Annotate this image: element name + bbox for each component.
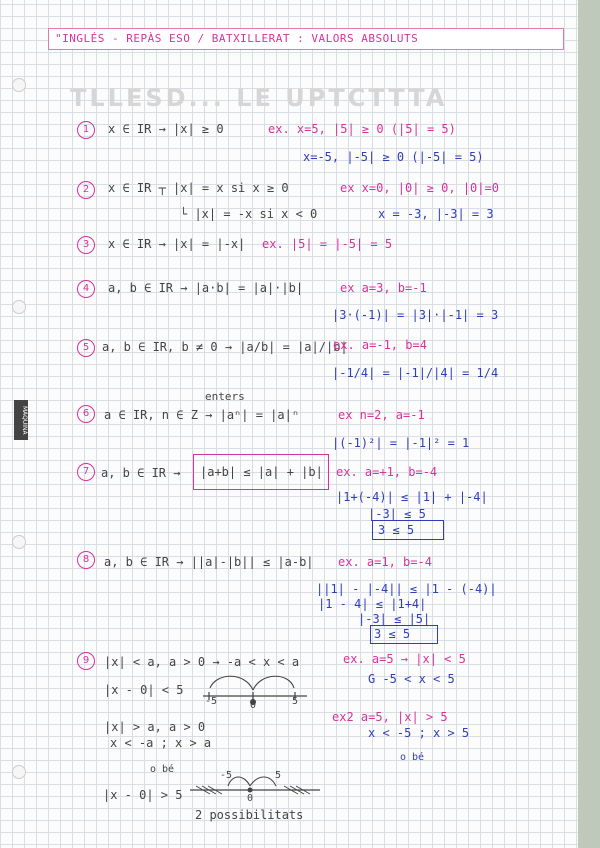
property-rule: a, b ∈ IR →	[101, 466, 181, 480]
page-header	[48, 28, 564, 50]
property-number: 3	[77, 236, 95, 254]
punch-hole	[12, 765, 26, 779]
property-example: ex. a=1, b=-4	[338, 555, 432, 569]
bottom-note: 2 possibilitats	[195, 808, 304, 822]
property-rule: a, b ∈ IR → ||a|-|b|| ≤ |a-b|	[104, 555, 314, 569]
page-edge-strip	[578, 0, 600, 848]
page-title: "INGLÉS - REPÀS ESO / BATXILLERAT : VALORS ABSOLUTS	[55, 32, 419, 45]
property-example-line: |(-1)²| = |-1|² = 1	[332, 436, 470, 450]
property-example: ex. a=5 → |x| < 5	[343, 652, 466, 666]
property-result: 3 ≤ 5	[378, 523, 415, 537]
property-example: ex x=0, |0| ≥ 0, |0|=0	[340, 181, 499, 195]
tick-label: 0	[250, 700, 257, 711]
example-2-note: o bé	[400, 752, 425, 763]
property-number: 2	[77, 181, 95, 199]
punch-hole	[12, 78, 26, 92]
arc-arrow	[253, 676, 294, 690]
property-example-line: |1 - 4| ≤ |1+4|	[318, 597, 427, 611]
property-example: ex. |5| = |-5| = 5	[262, 237, 393, 251]
property-number: 9	[77, 652, 95, 670]
property-example-line: ||1| - |-4|| ≤ |1 - (-4)|	[316, 582, 497, 596]
arc-arrow	[210, 676, 253, 690]
property-number: 7	[77, 463, 95, 481]
property-rule: a, b ∈ IR → |a·b| = |a|·|b|	[108, 281, 304, 295]
number-line-2	[180, 768, 330, 808]
arc-arrow	[250, 777, 276, 786]
property-example: ex. a=-1, b=4	[333, 338, 427, 352]
property-example-line: |-3| ≤ |5|	[358, 612, 431, 626]
property-rule: x ∈ IR → |x| = |-x|	[108, 237, 246, 251]
tick-label: 0	[247, 793, 254, 804]
example-2: ex2 a=5, |x| > 5	[332, 710, 448, 724]
property-example-line: |3·(-1)| = |3|·|-1| = 3	[332, 308, 499, 322]
property-rule: a ∈ IR, n ∈ Z → |aⁿ| = |a|ⁿ	[104, 408, 300, 422]
property-number: 4	[77, 280, 95, 298]
property-number: 6	[77, 405, 95, 423]
property-example-line: |1+(-4)| ≤ |1| + |-4|	[336, 490, 488, 504]
property-note: enters	[205, 390, 245, 403]
property-example: ex. x=5, |5| ≥ 0 (|5| = 5)	[268, 122, 456, 136]
property-rule: x ∈ IR → |x| ≥ 0	[108, 122, 224, 136]
property-number: 5	[77, 339, 95, 357]
side-tag: MAQUINA	[14, 400, 28, 440]
example-2-line: x < -5 ; x > 5	[368, 726, 470, 740]
property-example: ex n=2, a=-1	[338, 408, 425, 422]
property-example-line: G -5 < x < 5	[368, 672, 455, 686]
tick-label: -5	[205, 696, 218, 707]
property-example-line: x = -3, |-3| = 3	[378, 207, 494, 221]
property-rule: |x| < a, a > 0 → -a < x < a	[104, 655, 300, 669]
interval-statement: |x| > a, a > 0	[104, 720, 206, 734]
interval-statement: |x - 0| < 5	[104, 683, 184, 697]
faint-heading: TLLESD... LE UPTCTTTA	[70, 84, 448, 112]
interval-statement: x < -a ; x > a	[110, 736, 212, 750]
punch-hole	[12, 535, 26, 549]
property-number: 1	[77, 121, 95, 139]
origin-dot	[248, 788, 253, 793]
property-example-line: x=-5, |-5| ≥ 0 (|-5| = 5)	[303, 150, 484, 164]
tick-label: 5	[275, 770, 282, 781]
interval-statement: |x - 0| > 5	[103, 788, 183, 802]
interval-note: o bé	[150, 764, 175, 775]
property-result: 3 ≤ 5	[374, 627, 411, 641]
property-rule: a, b ∈ IR, b ≠ 0 → |a/b| = |a|/|b|	[102, 340, 348, 354]
property-number: 8	[77, 551, 95, 569]
property-rule-line: └ |x| = -x si x < 0	[180, 207, 318, 221]
property-example: ex. a=+1, b=-4	[336, 465, 438, 479]
property-rule-highlight: |a+b| ≤ |a| + |b|	[200, 465, 323, 479]
punch-hole	[12, 300, 26, 314]
property-example: ex a=3, b=-1	[340, 281, 427, 295]
tick-label: -5	[220, 770, 233, 781]
property-example-line: |-3| ≤ 5	[368, 507, 426, 521]
tick-label: 5	[292, 696, 299, 707]
property-example-line: |-1/4| = |-1|/|4| = 1/4	[332, 366, 499, 380]
property-rule: x ∈ IR ┬ |x| = x si x ≥ 0	[108, 181, 289, 195]
